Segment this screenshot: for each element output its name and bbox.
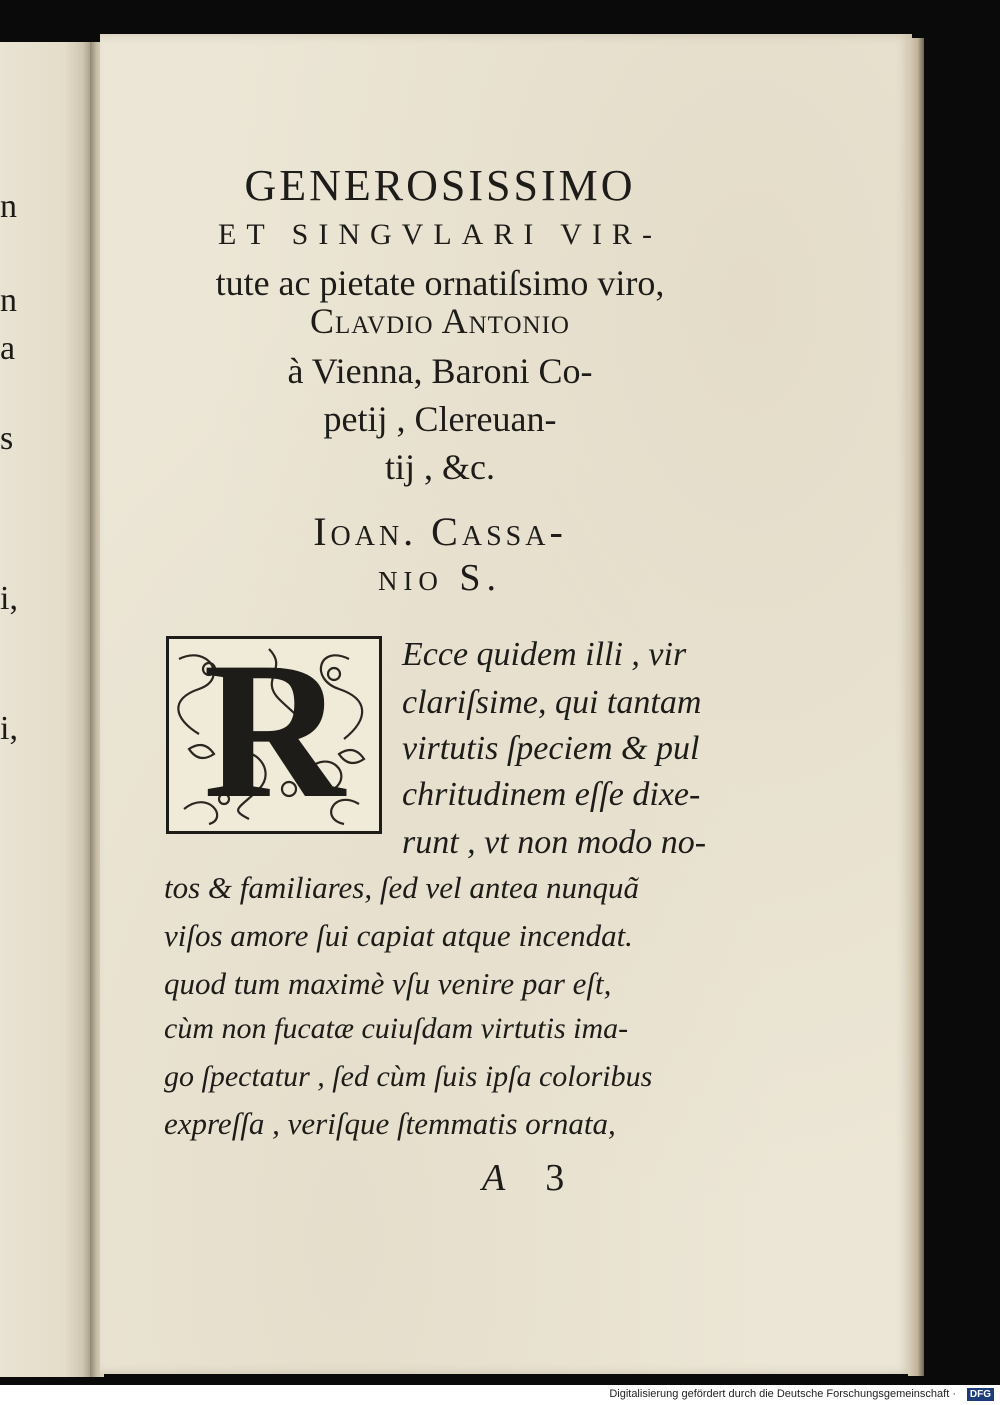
funding-credit: Digitalisierung gefördert durch die Deutsche Forschungsgemeinschaft ·	[609, 1388, 956, 1400]
addressee-line-2: nio S.	[377, 557, 503, 599]
heading-line-1: GENEROSISSIMO	[244, 161, 636, 210]
text-line: tos & familiares, ſed vel antea nunquã	[164, 870, 639, 905]
heading-line-3: tute ac pietate ornatiſsimo viro,	[215, 263, 665, 303]
text-line: expreſſa , veriſque ſtemmatis ornata,	[164, 1106, 616, 1141]
footer-bar	[0, 1385, 1000, 1405]
heading-line-4: Clavdio Antonio	[310, 301, 570, 341]
left-page-fragment: s	[0, 420, 14, 457]
left-page-fragment: n	[0, 282, 17, 319]
text-line: viſos amore ſui capiat atque incendat.	[164, 918, 633, 953]
left-page-fragment: a	[0, 330, 16, 367]
signature-number: 3	[545, 1157, 565, 1199]
page-edge	[908, 38, 924, 1376]
decorated-initial	[166, 622, 382, 839]
text-line: virtutis ſpeciem & pul	[402, 730, 700, 767]
initial-letter: R	[203, 622, 345, 839]
addressee-line-1: Ioan. Cassa-	[313, 509, 567, 554]
text-line: clariſsime, qui tantam	[402, 684, 702, 721]
text-line: Ecce quidem illi , vir	[402, 636, 687, 673]
heading-line-7: tij , &c.	[385, 447, 495, 487]
left-page	[0, 42, 92, 1377]
text-line: cùm non fucatæ cuiuſdam virtutis ima-	[164, 1012, 629, 1045]
text-line: go ſpectatur , ſed cùm ſuis ipſa coloribus	[164, 1060, 653, 1093]
text-line: chritudinem eſſe dixe-	[402, 776, 701, 813]
text-line: quod tum maximè vſu venire par eſt,	[164, 966, 612, 1001]
left-page-fragment: n	[0, 188, 17, 225]
left-page-fragment: i,	[0, 580, 18, 617]
heading-line-5: à Vienna, Baroni Co-	[287, 351, 593, 391]
signature-mark	[482, 1156, 564, 1200]
dfg-logo: DFG	[967, 1388, 994, 1401]
text-line: runt , vt non modo no-	[402, 824, 707, 861]
heading-line-6: petij , Clereuan-	[323, 399, 557, 439]
left-page-fragment: i,	[0, 710, 18, 747]
signature-letter: A	[482, 1157, 506, 1199]
heading-line-2: ET SINGVLARI VIR-	[218, 218, 662, 251]
